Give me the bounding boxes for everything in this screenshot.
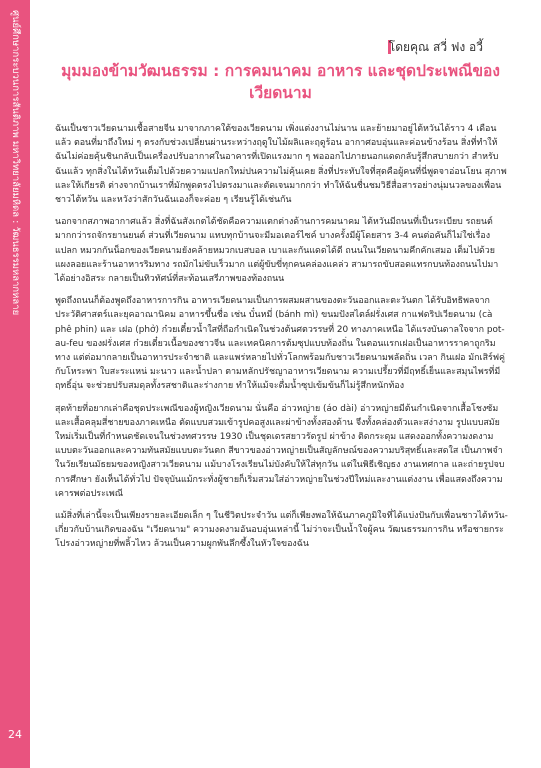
paragraph-5: แม้สิ่งที่เล่านี้จะเป็นเพียงรายละเอียดเล็ก ๆ ในชีวิตประจำวัน แต่ก็เพียงพอให้ฉันภาคภูมิใจที่ได้แบ่งปันกับเพื่อนชาวไต้หวัน-เกี่ยวกับบ้านเกิดของฉัน "เวียดนาม" ความงดงามอันอบอุ่นเหล่านี้ ไม่ว่าจะเป็นน้ำใจผู้คน วัฒนธรรมการกิน หรือชายกระโปรงอ่าวหญ่ายที่พลิ้วไหว ล้วนเป็นความผูกพันลึกซึ้งในหัวใจของฉัน — [55, 511, 508, 550]
paragraph-4: สุดท้ายที่อยากเล่าคือชุดประเพณีของผู้หญิงเวียดนาม นั่นคือ อ่าวหญ่าย (áo dài) อ่าวหญ่ายมีต้นกำเนิดจากเสื้อโชงซัมและเสื้อคลุมสี่ชายของภาคเหนือ ตัดแบบสวมเข้ารูปคอสูงและผ่าข้างทั้งสองด้าน จึงทั้งคล่องตัวและสง่างาม รูปแบบสมัยใหม่เริ่มเป็นที่กำหนดชัดเจนในช่วงทศวรรษ 1930 เป็นชุดเดรสยาวรัดรูป ผ่าข้าง ติดกระดุม แสดงออกทั้งความงดงามแบบตะวันออกและความทันสมัยแบบตะวันตก สีขาวของอ่าวหญ่ายเป็นสัญลักษณ์ของความบริสุทธิ์และสดใส เป็นภาพจำในวัยเรียนมัธยมของหญิงสาวเวียดนาม แม้บางโรงเรียนไม่บังคับให้ใส่ทุกวัน แต่ในพิธีเชิญธง งานเทศกาล และถ่ายรูปจบการศึกษา ยังเห็นได้ทั่วไป ปัจจุบันแม้กระทั่งผู้ชายก็เริ่มสวมใส่อ่าวหญ่ายในช่วงปีใหม่และงานแต่งงาน เพื่อแสดงถึงความเคารพต่อประเพณี — [55, 403, 505, 499]
article-title: มุมมองข้ามวัฒนธรรม : การคมนาคม อาหาร และชุดประเพณีของเวียดนาม — [61, 62, 500, 102]
sidebar-running-header: ศูนย์ศึกษากระบวนการสันติภาพ มหาวิทยาลัยมหิดล : วัฒนธรรมหลากหลาย — [10, 10, 21, 316]
sidebar-band — [0, 0, 30, 768]
article-author: โดยคุณ สวี่ ฟง อวี้ — [388, 40, 483, 54]
page-number: 24 — [8, 728, 22, 741]
paragraph-3: พูดถึงถนนก็ต้องพูดถึงอาหารการกิน อาหารเวียดนามเป็นการผสมผสานของตะวันออกและตะวันตก ได้รับอิทธิพลจากประวัติศาสตร์และยุคอาณานิคม อาหารขึ้นชื่อ เช่น บั๋นหมี่ (bánh mì) ขนมปังสไตล์ฝรั่งเศส กาแฟดริปเวียดนาม (cà phê phin) และ เฝอ (phở) ก๋วยเตี๋ยวน้ำใสที่ถือกำเนิดในช่วงต้นศตวรรษที่ 20 ทางภาคเหนือ ได้แรงบันดาลใจจาก pot-au-feu ของฝรั่งเศส ก๋วยเตี๋ยวเนื้อของชาวจีน และเทคนิคการต้มซุปแบบท้องถิ่น ในตอนแรกเฝอเป็นอาหารราคาถูกริมทาง แต่ต่อมากลายเป็นอาหารประจำชาติ และแพร่หลายไปทั่วโลกพร้อมกับชาวเวียดนามพลัดถิ่น เวลา กินเฝอ มักเสิร์ฟคู่กับโหระพา ใบสะระแหน่ มะนาว และน้ำปลา ตามหลักปรัชญาอาหารเวียดนาม ความเปรี้ยวที่มีฤทธิ์เย็นและสมุนไพรที่มีฤทธิ์อุ่น จะช่วยปรับสมดุลทั้งรสชาติและร่างกาย ทำให้แม้จะดื่มน้ำซุปเข้มข้นก็ไม่รู้สึกหนักท้อง — [55, 296, 505, 392]
paragraph-1: ฉันเป็นชาวเวียดนามเชื้อสายจีน มาจากภาคใต้ของเวียดนาม เพิ่งแต่งงานไม่นาน และย้ายมาอยู่ไต้หวันได้ราว 4 เดือนแล้ว ตอนที่มาถึงใหม่ ๆ ตรงกับช่วงเปลี่ยนผ่านระหว่างฤดูใบไม้ผลิและฤดูร้อน อากาศอบอุ่นและค่อนข้างร้อน สิ่งที่ทำให้ฉันไม่ค่อยคุ้นชินกลับเป็นเครื่องปรับอากาศในอาคารที่เปิดแรงมาก ๆ พอออกไปภายนอกแดดกลับรู้สึกสบายกว่า สำหรับฉันแล้ว ทุกสิ่งในไต้หวันเต็มไปด้วยความแปลกใหม่ปนความไม่คุ้นเคย สิ่งที่ประทับใจที่สุดคือผู้คนที่นี่พูดจาอ่อนโยน สุภาพและให้เกียรติ ต่างจากบ้านเราที่มักพูดตรงไปตรงมาและตัดเจนมากกว่า ทำให้ฉันชื่นชมวิธีสื่อสารอย่างนุ่มนวลของเพื่อนชาวไต้หวัน และหวังว่าสักวันฉันเองก็จะค่อย ๆ เรียนรู้ได้เช่นกัน — [55, 124, 507, 206]
paragraph-2: นอกจากสภาพอากาศแล้ว สิ่งที่ฉันสังเกตได้ชัดคือความแตกต่างด้านการคมนาคม ไต้หวันมีถนนที่เป็นระเบียบ รถยนต์มากกว่ารถจักรยานยนต์ ส่วนที่เวียดนาม แทบทุกบ้านจะมีมอเตอร์ไซค์ บางครั้งมีผู้โดยสาร 3-4 คนต่อคันก็ไม่ใช่เรื่องแปลก หมวกกันน็อกของเวียดนามยังคล้ายหมวกเบสบอล เบาและกันแดดได้ดี ถนนในเวียดนามคึกคักเสมอ เต็มไปด้วยแผงลอยและร้านอาหารริมทาง รถมักไม่ขับเร็วมาก แต่ผู้ขับขี่ทุกคนคล่องแคล่ว สามารถขับสอดแทรกบนท้องถนนไปมาได้อย่างอิสระ กลายเป็นทิวทัศน์ที่สะท้อนเสรีภาพของท้องถนน — [55, 217, 499, 285]
article-body — [55, 122, 508, 560]
